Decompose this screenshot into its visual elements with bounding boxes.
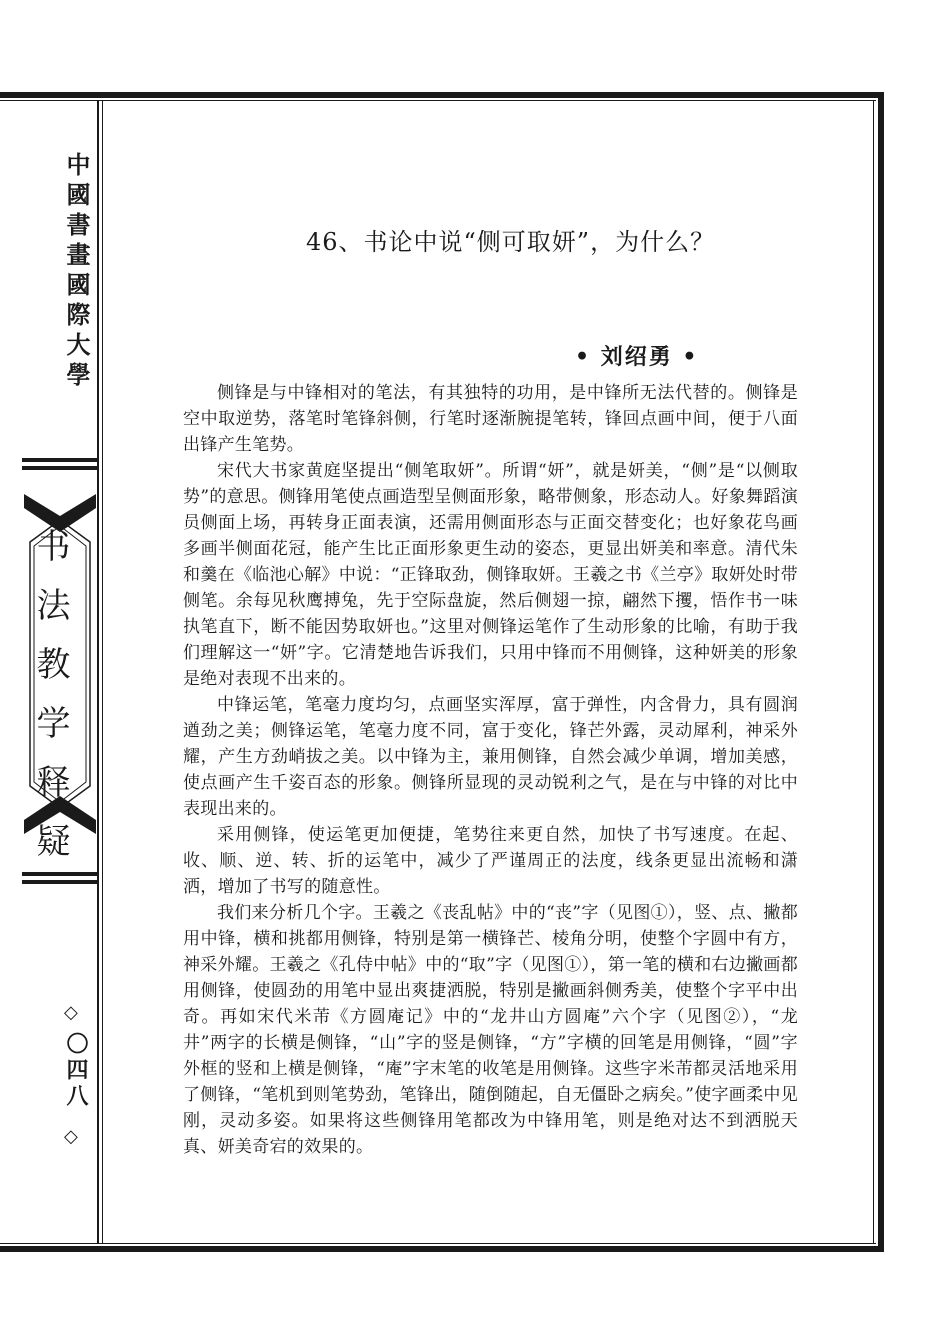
- sidebar-rule-inner: [102, 100, 103, 1243]
- paragraph: 采用侧锋，使运笔更加便捷，笔势往来更自然，加快了书写速度。在起、收、顺、逆、转、折的运笔中，减少了严谨周正的法度，线条更显出流畅和潇洒，增加了书写的随意性。: [183, 825, 798, 897]
- page-frame-bottom-border: [0, 1246, 884, 1252]
- article-title: 46、书论中说“侧可取妍”，为什么？: [306, 228, 716, 256]
- diamond-ornament-top: ◇: [64, 1002, 78, 1023]
- page-number: 〇四八: [63, 1032, 88, 1110]
- page-frame-inner-top-border: [0, 100, 876, 101]
- book-title: 书法教学释疑: [30, 528, 70, 882]
- banner-top-bar-2: [22, 466, 98, 470]
- paragraph: 宋代大书家黄庭坚提出“侧笔取妍”。所谓“妍”，就是妍美，“侧”是“以侧取势”的意思。侧锋用笔使点画造型呈侧面形象，略带侧象，形态动人。好象舞蹈演员侧面上场，再转身正面表演，还需用侧面形态与正面交替变化；也好象花鸟画多画半侧面花冠，能产生比正面形象更生动的姿态，更显出妍美和率意。清代朱和羹在《临池心解》中说：“正锋取劲，侧锋取妍。王羲之书《兰亭》取妍处时带侧笔。余每见秋鹰搏兔，先于空际盘旋，然后侧翅一掠，翩然下攫，悟作书一味执笔直下，断不能因势取妍也。”这里对侧锋运笔作了生动形象的比喻，有助于我们理解这一“妍”字。它清楚地告诉我们，只用中锋而不用侧锋，这种妍美的形象是绝对表现不出来的。: [183, 461, 798, 689]
- paragraph: 侧锋是与中锋相对的笔法，有其独特的功用，是中锋所无法代替的。侧锋是空中取逆势，落笔时笔锋斜侧，行笔时逐渐腕提笔转，锋回点画中间，便于八面出锋产生笔势。: [183, 383, 798, 455]
- page-frame-inner-bottom-border: [0, 1243, 876, 1244]
- page-frame-top-border: [0, 92, 884, 98]
- paragraph: 我们来分析几个字。王羲之《丧乱帖》中的“丧”字（见图①），竖、点、撇都用中锋，横和挑都用侧锋，特别是第一横锋芒、棱角分明，使整个字圆中有方，神采外耀。王羲之《孔侍中帖》中的“取”字（见图①），第一笔的横和右边撇画都用侧锋，使圆劲的用笔中显出爽捷洒脱，特别是撇画斜侧秀美，使整个字平中出奇。再如宋代米芾《方圆庵记》中的“龙井山方圆庵”六个字（见图②），“龙井”两字的长横是侧锋，“山”字的竖是侧锋，“方”字横的回笔是用侧锋，“圆”字外框的竖和上横是侧锋，“庵”字末笔的收笔是用侧锋。这些字米芾都灵活地采用了侧锋，“笔机到则笔势劲，笔锋出，随倒随起，自无僵卧之病矣。”使字画柔中见刚，灵动多姿。如果将这些侧锋用笔都改为中锋用笔，则是绝对达不到洒脱天真、妍美奇宕的效果的。: [183, 903, 798, 1157]
- paragraph: 中锋运笔，笔毫力度均匀，点画坚实浑厚，富于弹性，内含骨力，具有圆润遒劲之美；侧锋运笔，笔毫力度不同，富于变化，锋芒外露，灵动犀利，神采外耀，产生方劲峭拔之美。以中锋为主，兼用侧锋，自然会减少单调，增加美感，使点画产生千姿百态的形象。侧锋所显现的灵动锐利之气，是在与中锋的对比中表现出来的。: [183, 695, 798, 819]
- diamond-ornament-bottom: ◇: [64, 1126, 78, 1147]
- article-author: • 刘绍勇 •: [575, 344, 699, 370]
- school-name: 中國書畫國際大學: [62, 152, 90, 392]
- article-body: [183, 380, 798, 1160]
- page-frame-right-border: [878, 92, 884, 1252]
- banner-top-bar: [22, 458, 98, 462]
- page-frame-inner-right-border: [873, 100, 874, 1244]
